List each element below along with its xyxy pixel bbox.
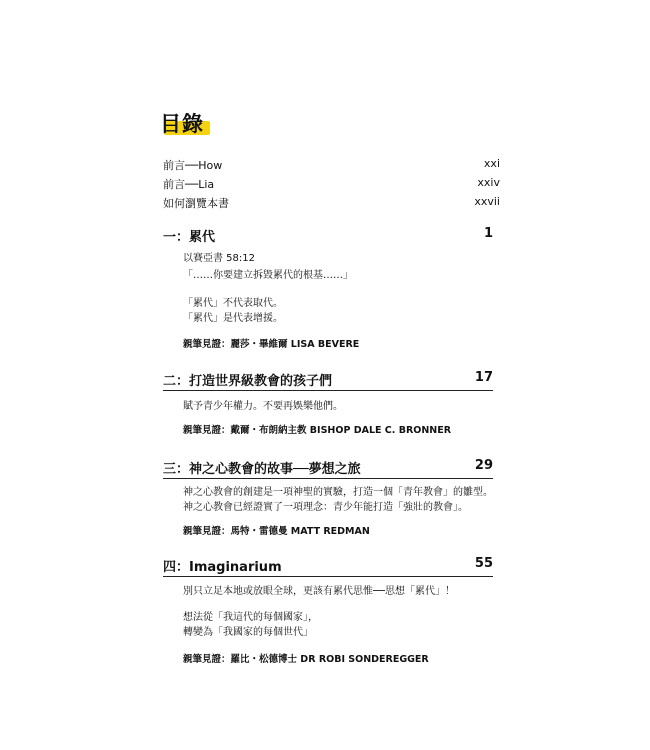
front-matter-label[interactable]: 前言──How: [163, 159, 223, 172]
chapter-line: 別只立足本地或放眼全球，更該有累代思惟──思想「累代」！: [183, 586, 456, 597]
front-matter-page: xxi: [483, 157, 500, 170]
toc-title-wrap: [160, 108, 204, 138]
chapter-title[interactable]: 一：累代: [163, 230, 216, 245]
chapter-line: 「累代」是代表增援。: [183, 313, 283, 324]
front-matter-page: xxiv: [477, 176, 500, 189]
chapter-witness: 親筆見證：羅比・松德博士 DR ROBI SONDEREGGER: [183, 654, 429, 665]
chapter-line: 神之心教會已經證實了一項理念：青少年能打造「強壯的教會」。: [183, 502, 468, 513]
chapter-page: 55: [474, 556, 493, 571]
chapter-title[interactable]: 三：神之心教會的故事──夢想之旅: [163, 462, 361, 477]
chapter-line: 以賽亞書 58:12: [183, 253, 255, 264]
chapter-line: 轉變為「我國家的每個世代」: [183, 627, 313, 638]
chapter-line: 「累代」不代表取代。: [183, 298, 283, 309]
chapter-line: 神之心教會的創建是一項神聖的實驗，打造一個「青年教會」的雛型。: [183, 487, 493, 498]
chapter-title[interactable]: 四：Imaginarium: [163, 560, 282, 575]
chapter-divider: [163, 478, 493, 479]
toc-title: 目錄: [160, 112, 204, 136]
front-matter-label[interactable]: 前言──Lia: [163, 178, 215, 191]
front-matter-page: xxvii: [474, 195, 500, 208]
chapter-page: 1: [483, 226, 493, 241]
chapter-line: 賦予青少年權力。不要再娛樂他們。: [183, 401, 343, 412]
chapter-divider: [163, 576, 493, 577]
chapter-line: 想法從「我這代的每個國家」，: [183, 612, 318, 623]
chapter-witness: 親筆見證：戴爾・布朗納主教 BISHOP DALE C. BRONNER: [183, 425, 452, 436]
chapter-witness: 親筆見證：馬特・雷德曼 MATT REDMAN: [183, 526, 370, 537]
chapter-page: 17: [474, 370, 493, 385]
chapter-witness: 親筆見證：麗莎・畢維爾 LISA BEVERE: [183, 339, 360, 350]
chapter-divider: [163, 390, 493, 391]
chapter-line: 「……你要建立拆毀累代的根基……」: [183, 270, 353, 281]
front-matter-label[interactable]: 如何瀏覽本書: [163, 197, 229, 210]
chapter-title[interactable]: 二：打造世界級教會的孩子們: [163, 374, 333, 389]
chapter-page: 29: [474, 458, 493, 473]
